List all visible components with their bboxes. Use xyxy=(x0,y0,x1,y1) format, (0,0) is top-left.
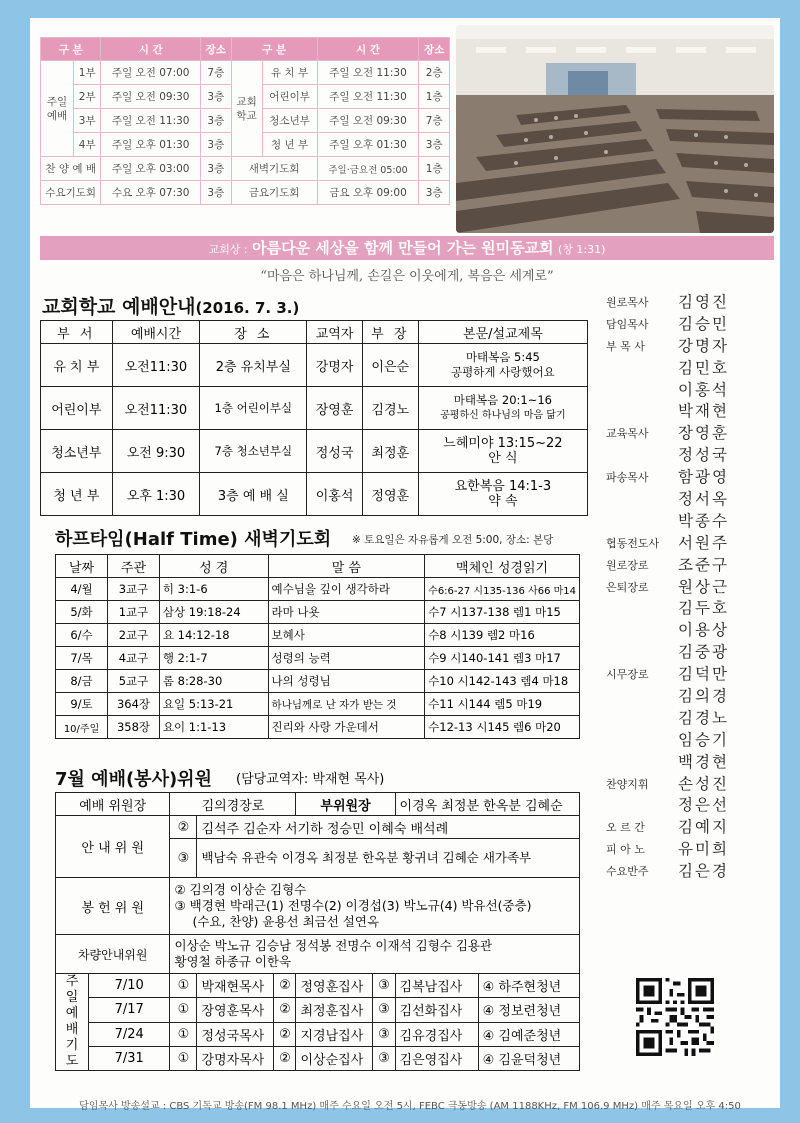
prayer-person-name: 김윤덕청년 xyxy=(498,1052,562,1068)
host: 3교구 xyxy=(108,578,160,601)
prayer-person-name: 김복남집사 xyxy=(399,980,463,996)
school-group-label: 교회학교 xyxy=(231,61,262,157)
other-service-place: 3층 xyxy=(419,181,450,205)
prayer-mark: ② xyxy=(274,998,296,1022)
date: 10/주일 xyxy=(56,716,108,739)
broadcast-footer: 담임목사 방송설교 : CBS 기독교 방송(FM 98.1 MHz) 매주 수요일 오전 5시, FEBC 극동방송 (AM 1188KHz, FM 106.9 MHz) 매주 목요일 오후 4:50 xyxy=(79,1101,741,1112)
prayer-person xyxy=(395,974,478,998)
staff-name: 김경노 xyxy=(678,708,729,727)
time: 오전 9:30 xyxy=(112,430,200,473)
prayer-person: 이상순집사 xyxy=(296,1046,373,1070)
table-row xyxy=(41,387,588,430)
motto-prefix: 교회상 : xyxy=(208,243,248,256)
service-no: 4부 xyxy=(74,133,101,157)
reading: 수11 시144 렘5 마19 xyxy=(425,693,580,716)
offering-line: ② 김의경 이상순 김형수 xyxy=(174,882,307,897)
place: 2층 유치부실 xyxy=(200,344,307,387)
staff-name: 서원주 xyxy=(678,533,729,552)
staff-row xyxy=(606,509,766,531)
prayer-mark: ③ xyxy=(373,998,395,1022)
prayer-person-name: 김선화집사 xyxy=(399,1004,463,1020)
prayer-mark: ② xyxy=(274,1046,296,1070)
offering-line: ③ 백경현 박래근(1) 전명수(2) 이경섭(3) 박노규(4) 박유선(중층) xyxy=(174,898,532,913)
place: 3층 예 배 실 xyxy=(200,473,307,516)
prayer-mark: ① xyxy=(170,1022,197,1046)
table-row xyxy=(41,430,588,473)
pastor: 이홍석 xyxy=(307,473,362,516)
place: 1층 어린이부실 xyxy=(200,387,307,430)
staff-row xyxy=(606,553,766,575)
prayer-person-name: 김유경집사 xyxy=(399,1028,463,1044)
prayer-mark: ④ xyxy=(482,1004,495,1020)
car-label: 차량안내위원 xyxy=(56,935,170,974)
word: 진리와 사랑 가운데서 xyxy=(268,716,425,739)
school-place: 1층 xyxy=(419,85,450,109)
staff-name: 이홍석 xyxy=(678,380,729,399)
offering-names xyxy=(170,878,580,935)
col-header: 성 경 xyxy=(159,555,268,578)
host: 5교구 xyxy=(108,670,160,693)
staff-role: 담임목사 xyxy=(606,317,649,331)
school-section-title xyxy=(42,292,299,319)
church-sanctuary-photo xyxy=(456,25,774,233)
sermon-text: 요한복음 14:1-3 xyxy=(454,479,552,494)
reading: 수8 시139 렘2 마16 xyxy=(425,624,580,647)
staff-name: 박재현 xyxy=(678,402,729,421)
prayer-date: 7/17 xyxy=(89,998,170,1022)
head: 김경노 xyxy=(362,387,418,430)
col-header: 시 간 xyxy=(101,38,201,61)
motto-ref: (창 1:31) xyxy=(558,243,606,256)
staff-name: 임승기 xyxy=(678,730,729,749)
sermon-text: 마태복음 20:1~16 xyxy=(453,393,552,407)
other-service-name: 새벽기도회 xyxy=(231,157,317,181)
service-place: 7층 xyxy=(201,61,232,85)
usher-mark: ③ xyxy=(170,839,197,878)
worship-group-label: 주일예배 xyxy=(41,61,74,157)
church-vision-verse: “마음은 하나님께, 손길은 이웃에게, 복음은 세계로” xyxy=(260,269,554,284)
dept: 청 년 부 xyxy=(41,473,113,516)
other-service-name: 금요기도회 xyxy=(231,181,317,205)
head: 정영훈 xyxy=(362,473,418,516)
col-header: 시 간 xyxy=(317,38,419,61)
staff-row xyxy=(606,465,766,487)
prayer-person: 정성국목사 xyxy=(197,1022,274,1046)
staff-role: 원로장로 xyxy=(606,558,649,572)
staff-row xyxy=(606,728,766,750)
chair-label: 예배 위원장 xyxy=(56,793,170,816)
staff-name: 정서옥 xyxy=(678,490,729,509)
staff-name: 유미희 xyxy=(678,840,729,859)
bible: 요 14:12-18 xyxy=(159,624,268,647)
host: 4교구 xyxy=(108,647,160,670)
july-committee-title: 7월 예배(봉사)위원 xyxy=(55,769,212,790)
reading: 수12-13 시145 렘6 마20 xyxy=(425,716,580,739)
prayer-person xyxy=(395,1022,478,1046)
staff-role: 은퇴장로 xyxy=(606,580,649,594)
other-service-place: 3층 xyxy=(201,181,232,205)
col-header: 장소 xyxy=(419,38,450,61)
col-header: 구 분 xyxy=(41,38,101,61)
sermon-title: 공평하게 사랑했어요 xyxy=(451,365,555,379)
prayer-person: 장영훈목사 xyxy=(197,998,274,1022)
school-time: 주일 오전 11:30 xyxy=(317,61,419,85)
staff-role: 부 목 사 xyxy=(606,339,645,353)
col-header: 장 소 xyxy=(200,321,307,344)
staff-row xyxy=(606,640,766,662)
other-service-time: 주일 오후 03:00 xyxy=(101,157,201,181)
staff-row xyxy=(606,815,766,837)
chair-name: 김의경장로 xyxy=(170,793,296,816)
staff-row xyxy=(606,421,766,443)
col-header: 예배시간 xyxy=(112,321,200,344)
school-dept: 어린이부 xyxy=(262,85,317,109)
usher-label: 안 내 위 원 xyxy=(56,816,170,878)
staff-name: 김덕만 xyxy=(678,665,729,684)
col-header: 부 서 xyxy=(41,321,113,344)
table-row xyxy=(41,473,588,516)
service-no: 1부 xyxy=(74,61,101,85)
usher-mark: ② xyxy=(170,816,197,839)
prayer-mark: ③ xyxy=(373,1022,395,1046)
car-names xyxy=(170,935,580,974)
school-place: 2층 xyxy=(419,61,450,85)
col-header: 맥체인 성경읽기 xyxy=(425,555,580,578)
table-row xyxy=(56,716,580,739)
staff-name: 조준구 xyxy=(678,555,729,574)
word: 하나님께로 난 자가 받는 것 xyxy=(268,693,425,716)
staff-name: 김두호 xyxy=(678,599,729,618)
school-time: 주일 오전 09:30 xyxy=(317,109,419,133)
sermon-title: 약 속 xyxy=(488,494,518,509)
staff-name: 김중광 xyxy=(678,643,729,662)
reading: 수6:6-27 시135-136 사66 마14 xyxy=(425,578,580,601)
col-header: 부 장 xyxy=(362,321,418,344)
dept: 유 치 부 xyxy=(41,344,113,387)
sermon-title: 안 식 xyxy=(488,451,518,466)
bible: 롬 8:28-30 xyxy=(159,670,268,693)
motto-main: 아름다운 세상을 함께 만들어 가는 원미동교회 xyxy=(252,239,554,257)
staff-row xyxy=(606,531,766,553)
vice-names: 이경옥 최정분 한옥분 김혜순 xyxy=(395,793,579,816)
car-line: 이상순 박노규 김승남 정석봉 전명수 이재석 김형수 김용관 xyxy=(174,938,493,953)
dawn-prayer-table xyxy=(55,554,580,739)
sermon xyxy=(418,473,587,516)
host: 364장 xyxy=(108,693,160,716)
service-place: 3층 xyxy=(201,109,232,133)
staff-name: 김예지 xyxy=(678,818,729,837)
school-title-text: 교회학교 예배안내 xyxy=(42,296,196,318)
prayer-mark: ② xyxy=(274,1022,296,1046)
staff-role: 협동전도사 xyxy=(606,536,660,550)
staff-name: 장영훈 xyxy=(678,424,729,443)
prayer-person-name: 김은영집사 xyxy=(399,1052,463,1068)
prayer-person-name: 김예준청년 xyxy=(498,1028,562,1044)
prayer-mark: ④ xyxy=(482,980,495,996)
sermon-text: 느헤미야 13:15~22 xyxy=(443,436,563,451)
sermon-title: 공평하신 하나님의 마음 닮기 xyxy=(440,410,566,421)
place: 7층 청소년부실 xyxy=(200,430,307,473)
table-row xyxy=(41,344,588,387)
prayer-mark: ③ xyxy=(373,1046,395,1070)
staff-name: 이용상 xyxy=(678,621,729,640)
date: 8/금 xyxy=(56,670,108,693)
staff-row xyxy=(606,356,766,378)
prayer-mark: ① xyxy=(170,1046,197,1070)
staff-row xyxy=(606,312,766,334)
pastor: 장영훈 xyxy=(307,387,362,430)
school-worship-table xyxy=(40,320,588,516)
table-row xyxy=(56,647,580,670)
service-no: 3부 xyxy=(74,109,101,133)
table-row xyxy=(56,693,580,716)
reading: 수10 시142-143 렘4 마18 xyxy=(425,670,580,693)
staff-role: 교육목사 xyxy=(606,427,649,441)
staff-row xyxy=(606,378,766,400)
col-header: 날짜 xyxy=(56,555,108,578)
school-place: 3층 xyxy=(419,133,450,157)
staff-role: 오 르 간 xyxy=(606,821,645,835)
staff-name: 정은선 xyxy=(678,796,729,815)
staff-name: 김의경 xyxy=(678,687,729,706)
dawn-prayer-title: 하프타임(Half Time) 새벽기도회 xyxy=(55,529,332,550)
staff-name: 강명자 xyxy=(678,336,729,355)
school-dept: 청소년부 xyxy=(262,109,317,133)
prayer-person xyxy=(478,974,579,998)
sermon xyxy=(418,344,587,387)
other-service-time: 수요 오후 07:30 xyxy=(101,181,201,205)
staff-name: 김민호 xyxy=(678,358,729,377)
prayer-person: 지경남집사 xyxy=(296,1022,373,1046)
staff-role: 시무장로 xyxy=(606,668,649,682)
bible: 히 3:1-6 xyxy=(159,578,268,601)
qr-code xyxy=(636,978,714,1056)
staff-role: 파송목사 xyxy=(606,471,649,485)
prayer-mark: ③ xyxy=(373,974,395,998)
prayer-person xyxy=(478,1022,579,1046)
offering-label: 봉 헌 위 원 xyxy=(56,878,170,935)
prayer-person xyxy=(478,998,579,1022)
staff-row xyxy=(606,487,766,509)
staff-row xyxy=(606,662,766,684)
bible: 행 2:1-7 xyxy=(159,647,268,670)
prayer-person-name: 정보련청년 xyxy=(498,1004,562,1020)
staff-row xyxy=(606,443,766,465)
staff-name: 원상근 xyxy=(678,577,729,596)
other-service-name: 찬 양 예 배 xyxy=(41,157,101,181)
prayer-person: 최정훈집사 xyxy=(296,998,373,1022)
prayer-date: 7/24 xyxy=(89,1022,170,1046)
staff-row xyxy=(606,837,766,859)
staff-name: 김승민 xyxy=(678,314,729,333)
other-service-place: 1층 xyxy=(419,157,450,181)
reading: 수7 시137-138 렘1 마15 xyxy=(425,601,580,624)
head: 최정훈 xyxy=(362,430,418,473)
col-header: 구 분 xyxy=(231,38,317,61)
date: 6/수 xyxy=(56,624,108,647)
word: 보혜사 xyxy=(268,624,425,647)
staff-role: 수요반주 xyxy=(606,865,649,879)
worship-schedule-table xyxy=(40,37,450,205)
car-line: 황영철 하종규 이한욱 xyxy=(174,954,292,969)
school-place: 7층 xyxy=(419,109,450,133)
staff-name: 김영진 xyxy=(678,293,729,311)
prayer-mark: ④ xyxy=(482,1052,495,1068)
bible: 삼상 19:18-24 xyxy=(159,601,268,624)
word: 나의 성령님 xyxy=(268,670,425,693)
school-date: (2016. 7. 3.) xyxy=(195,299,300,317)
staff-row xyxy=(606,684,766,706)
word: 라마 나욧 xyxy=(268,601,425,624)
prayer-person-name: 하주현청년 xyxy=(498,980,562,996)
staff-name: 정성국 xyxy=(678,446,729,465)
vice-label: 부위원장 xyxy=(296,793,395,816)
prayer-date: 7/31 xyxy=(89,1046,170,1070)
date: 7/목 xyxy=(56,647,108,670)
prayer-mark: ④ xyxy=(482,1028,495,1044)
staff-name: 김은경 xyxy=(678,862,729,881)
bible: 요이 1:1-13 xyxy=(159,716,268,739)
staff-name: 함광영 xyxy=(678,468,729,487)
date: 4/월 xyxy=(56,578,108,601)
host: 1교구 xyxy=(108,601,160,624)
pastor: 강명자 xyxy=(307,344,362,387)
staff-row xyxy=(606,618,766,640)
prayer-mark: ② xyxy=(274,974,296,998)
prayer-person xyxy=(395,998,478,1022)
reading: 수9 시140-141 렘3 마17 xyxy=(425,647,580,670)
july-committee-sub: (담당교역자: 박재현 목사) xyxy=(236,772,385,787)
staff-row xyxy=(606,334,766,356)
dept: 청소년부 xyxy=(41,430,113,473)
prayer-mark: ① xyxy=(170,998,197,1022)
school-dept: 유 치 부 xyxy=(262,61,317,85)
host: 358장 xyxy=(108,716,160,739)
pastor: 정성국 xyxy=(307,430,362,473)
table-row xyxy=(56,601,580,624)
table-row xyxy=(56,578,580,601)
col-header: 말 씀 xyxy=(268,555,425,578)
staff-row xyxy=(606,750,766,772)
sermon xyxy=(418,387,587,430)
col-header: 장소 xyxy=(201,38,232,61)
table-row xyxy=(56,624,580,647)
service-time: 주일 오후 01:30 xyxy=(101,133,201,157)
sermon-text: 마태복음 5:45 xyxy=(465,350,540,364)
staff-name: 백경현 xyxy=(678,752,729,771)
word: 예수님을 깊이 생각하라 xyxy=(268,578,425,601)
staff-name: 손성진 xyxy=(678,774,729,793)
other-service-time: 주일·금요전 05:00 xyxy=(317,157,419,181)
staff-role: 피 아 노 xyxy=(606,843,645,857)
prayer-date: 7/10 xyxy=(89,974,170,998)
july-committee-table xyxy=(55,792,580,1071)
table-row xyxy=(56,670,580,693)
prayer-person xyxy=(478,1046,579,1070)
prayer-mark: ① xyxy=(170,974,197,998)
staff-row xyxy=(606,772,766,794)
school-time: 주일 오전 11:30 xyxy=(317,85,419,109)
prayer-label: 주일예배기도 xyxy=(56,974,89,1071)
other-service-time: 금요 오후 09:00 xyxy=(317,181,419,205)
bible: 요일 5:13-21 xyxy=(159,693,268,716)
staff-row xyxy=(606,596,766,618)
col-header: 교역자 xyxy=(307,321,362,344)
school-time: 주일 오후 01:30 xyxy=(317,133,419,157)
usher-names: 백남숙 유관숙 이경옥 최정분 한옥분 황귀녀 김혜순 새가족부 xyxy=(197,839,580,878)
prayer-person: 박재현목사 xyxy=(197,974,274,998)
service-no: 2부 xyxy=(74,85,101,109)
staff-row xyxy=(606,290,766,312)
school-dept: 청 년 부 xyxy=(262,133,317,157)
host: 2교구 xyxy=(108,624,160,647)
word: 성령의 능력 xyxy=(268,647,425,670)
service-place: 3층 xyxy=(201,133,232,157)
offering-line: (수요, 찬양) 윤용선 최금선 설연옥 xyxy=(192,914,380,929)
date: 5/화 xyxy=(56,601,108,624)
staff-row xyxy=(606,399,766,421)
service-time: 주일 오전 11:30 xyxy=(101,109,201,133)
service-time: 주일 오전 09:30 xyxy=(101,85,201,109)
staff-row xyxy=(606,859,766,881)
usher-names: 김석주 김순자 서기하 정승민 이혜숙 배석례 xyxy=(197,816,580,839)
staff-row xyxy=(606,706,766,728)
dept: 어린이부 xyxy=(41,387,113,430)
head: 이은순 xyxy=(362,344,418,387)
staff-role: 찬양지휘 xyxy=(606,777,649,791)
time: 오전11:30 xyxy=(112,344,200,387)
dawn-prayer-note: ※ 토요일은 자유롭게 오전 5:00, 장소: 본당 xyxy=(352,534,554,546)
prayer-person xyxy=(395,1046,478,1070)
prayer-person: 강명자목사 xyxy=(197,1046,274,1070)
col-header: 본문/설교제목 xyxy=(418,321,587,344)
staff-row xyxy=(606,575,766,597)
staff-role: 원로목사 xyxy=(606,296,649,309)
time: 오전11:30 xyxy=(112,387,200,430)
time: 오후 1:30 xyxy=(112,473,200,516)
sermon xyxy=(418,430,587,473)
col-header: 주관 xyxy=(108,555,160,578)
prayer-person: 정영훈집사 xyxy=(296,974,373,998)
church-motto-bar xyxy=(40,236,774,260)
other-service-name: 수요기도회 xyxy=(41,181,101,205)
service-place: 3층 xyxy=(201,85,232,109)
service-time: 주일 오전 07:00 xyxy=(101,61,201,85)
staff-row xyxy=(606,793,766,815)
other-service-place: 3층 xyxy=(201,157,232,181)
staff-list xyxy=(606,290,766,881)
staff-name: 박종수 xyxy=(678,511,729,530)
date: 9/토 xyxy=(56,693,108,716)
